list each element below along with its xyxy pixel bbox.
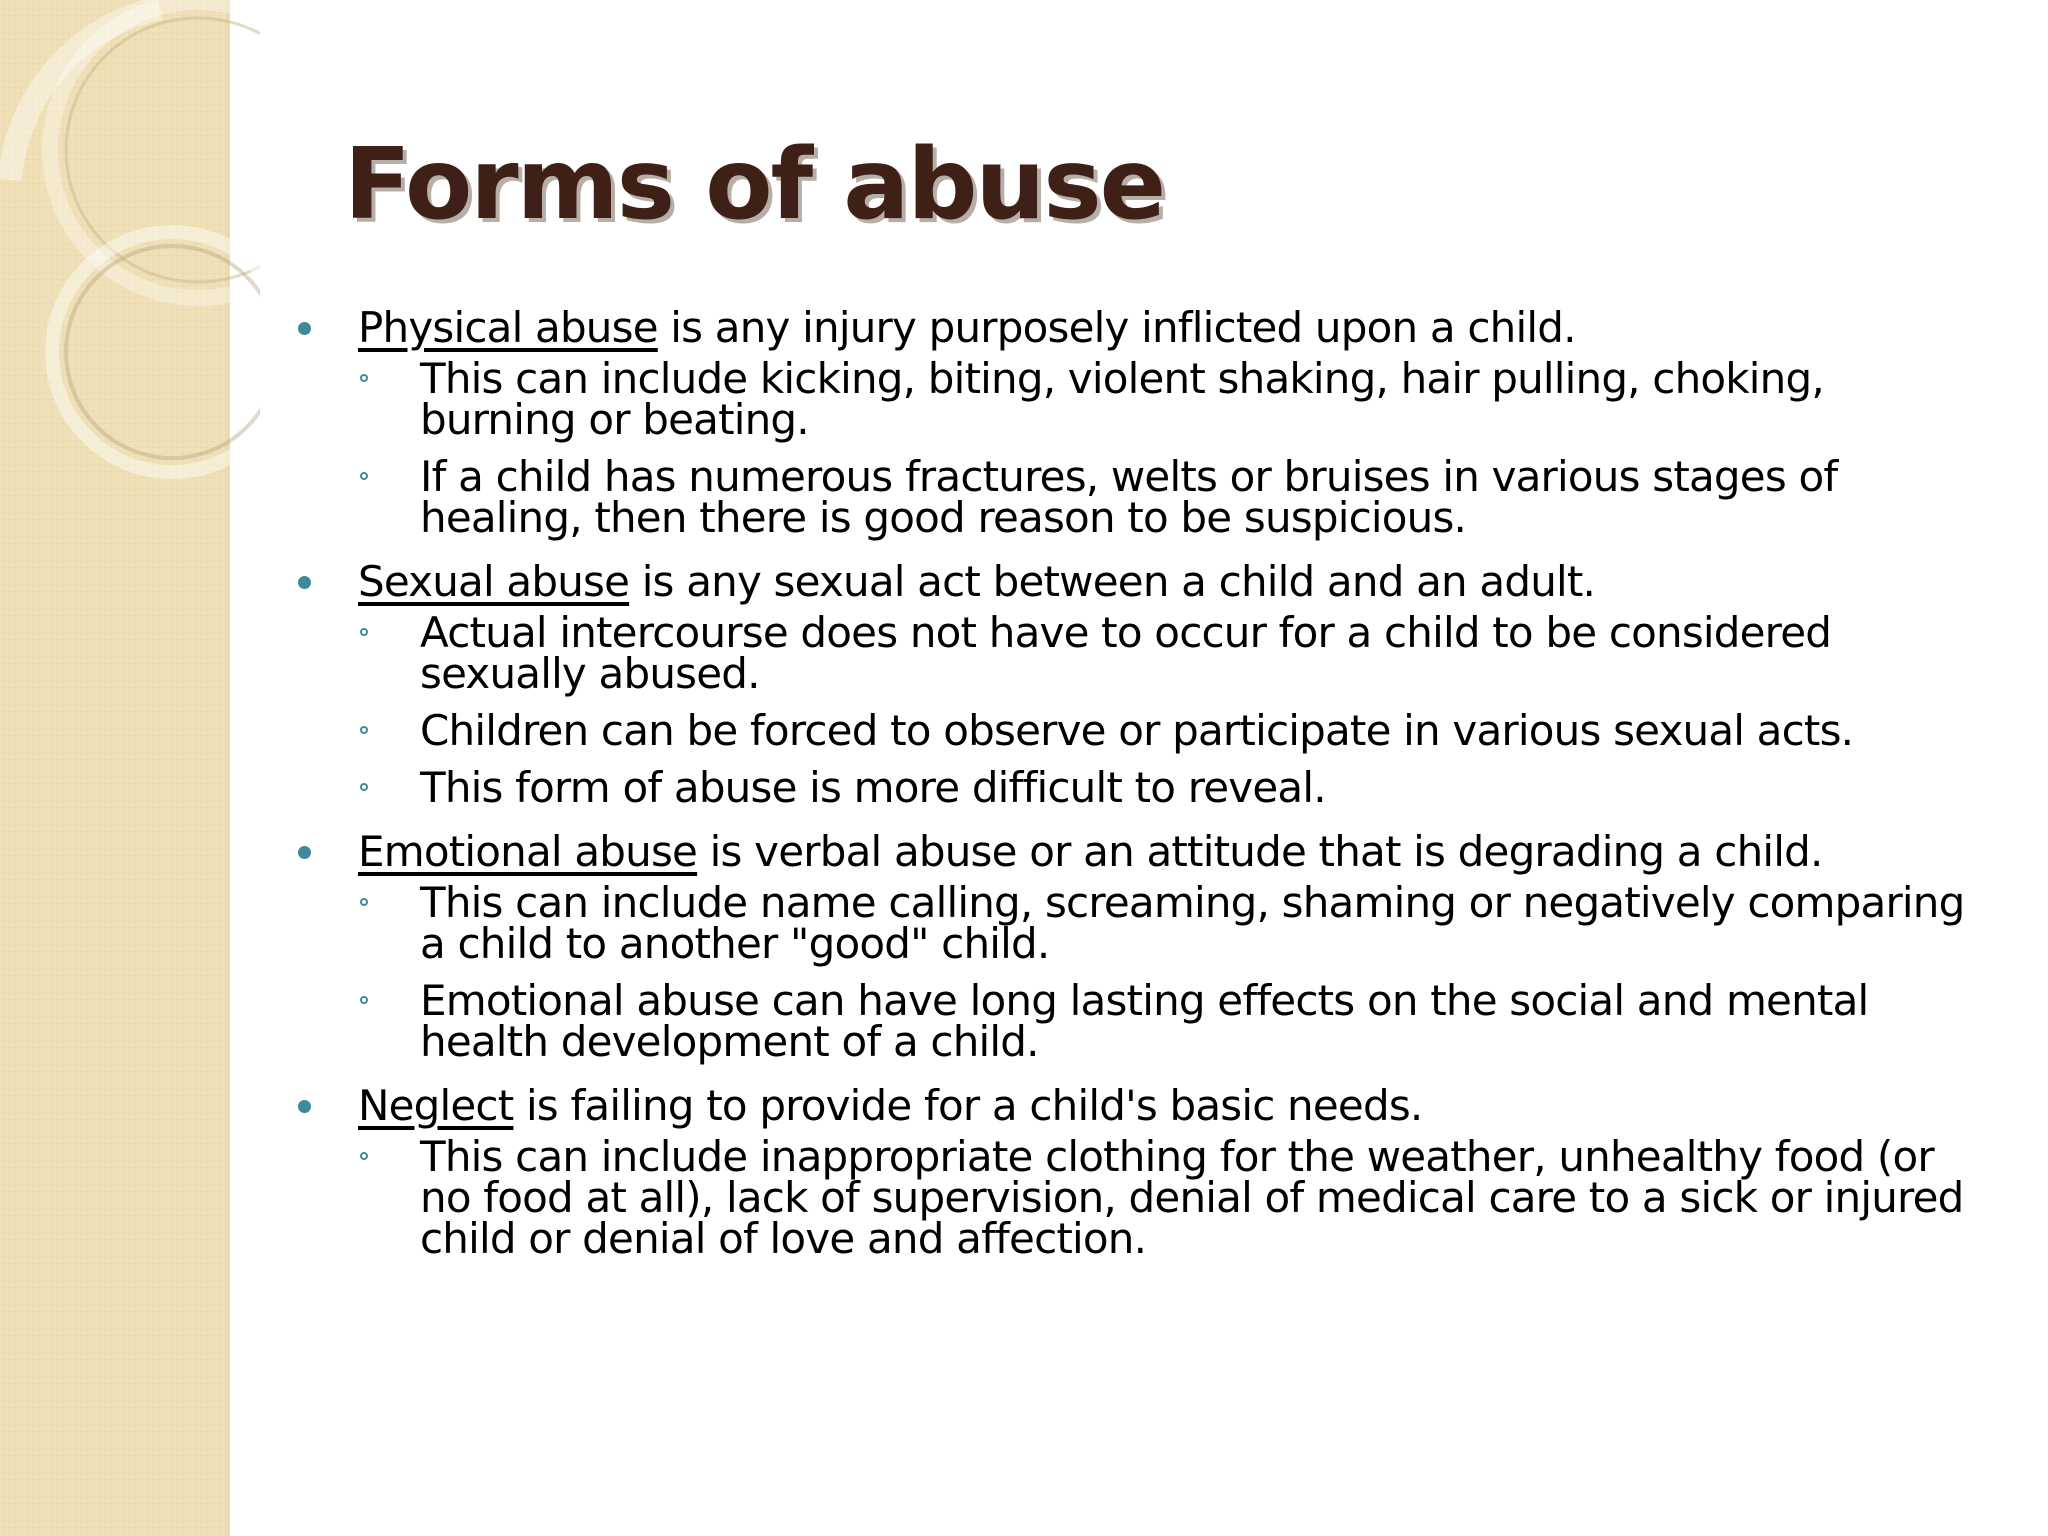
term-sexual-abuse: Sexual abuse [358,557,630,606]
sub-bullet: This can include kicking, biting, violent shaking, hair pulling, choking, burning or beating. [358,358,1980,440]
term-neglect: Neglect [358,1081,514,1130]
bullet-emotional-abuse [290,824,1980,880]
bullet-physical-abuse [290,300,1980,356]
bullet-text: is failing to provide for a child's basic needs. [513,1081,1423,1130]
sub-bullet: This can include inappropriate clothing for the weather, unhealthy food (or no food at all), lack of supervision, denial of medical care to a sick or injured child or denial of love and affection. [358,1136,1980,1259]
bullet-list [290,300,1980,1275]
sub-bullet: Actual intercourse does not have to occur for a child to be considered sexually abused. [358,612,1980,694]
sidebar-texture [0,0,227,1536]
sub-bullet: If a child has numerous fractures, welts or bruises in various stages of healing, then there is good reason to be suspicious. [358,456,1980,538]
bullet-text: is any sexual act between a child and an adult. [629,557,1596,606]
sub-bullet: Children can be forced to observe or participate in various sexual acts. [358,710,1980,751]
sidebar-edge [226,0,230,1536]
term-emotional-abuse: Emotional abuse [358,827,698,876]
slide-title: Forms of abuse [344,128,1165,242]
sub-bullet: This can include name calling, screaming, shaming or negatively comparing a child to another "good" child. [358,882,1980,964]
bullet-text: is verbal abuse or an attitude that is degrading a child. [697,827,1823,876]
bullet-text: is any injury purposely inflicted upon a child. [657,303,1576,352]
bullet-sexual-abuse [290,554,1980,610]
sub-bullet: Emotional abuse can have long lasting effects on the social and mental health development of a child. [358,980,1980,1062]
term-physical-abuse: Physical abuse [358,303,658,352]
bullet-neglect [290,1078,1980,1134]
sub-bullet: This form of abuse is more difficult to reveal. [358,767,1980,808]
